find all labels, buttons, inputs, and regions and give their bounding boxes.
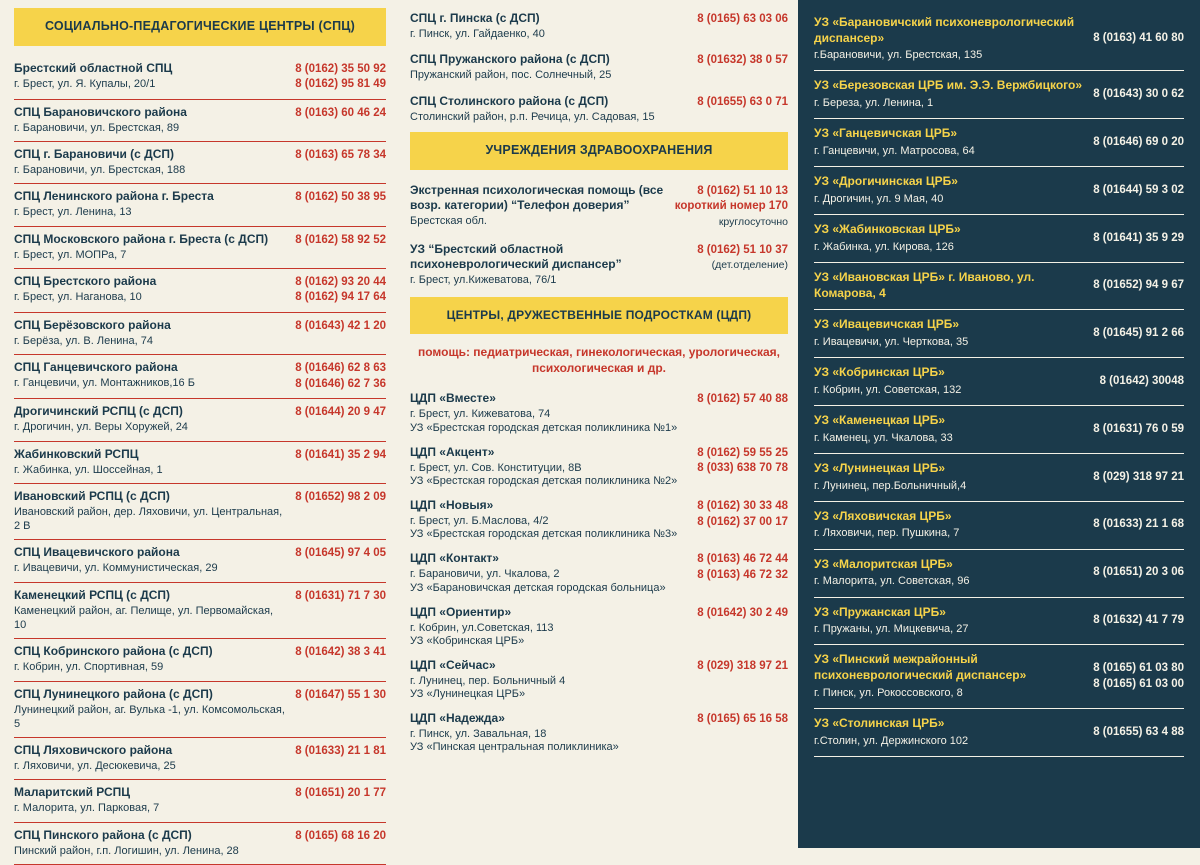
entry-phones[interactable] [1093,230,1184,247]
entry-address: г. Барановичи, ул. Брестская, 188 [14,163,186,176]
entry-name: УЗ «Пинский межрайонный психоневрологический диспансер» [814,652,1027,683]
entry-phones[interactable] [697,445,788,477]
entry-address: Пружанский район, пос. Солнечный, 25 [410,69,612,82]
entry-phones[interactable] [697,11,788,28]
entry-name: Дрогичинский РСПЦ (с ДСП) [14,404,183,419]
entry-address: г. Ивацевичи, ул. Коммунистическая, 29 [14,562,218,575]
entry-name: ЦДП «Контакт» [410,551,499,566]
entry-info [410,551,689,593]
phone-number[interactable]: 8 (0162) 94 17 64 [295,291,386,304]
phone-number[interactable]: 8 (0163) 46 72 44 [697,553,788,566]
entry-phones[interactable] [1093,134,1184,151]
entry-phones[interactable] [1093,564,1184,581]
contact-entry [14,442,386,484]
entry-name: Экстренная психологическая помощь (все возр. категории) “Телефон доверия” [410,182,664,212]
entry-address: г. Брест, ул. Сов. Конституции, 8В [410,461,582,474]
entry-name: УЗ «Ляховичская ЦРБ» [814,508,952,523]
entry-address: г. Брест, ул. Наганова, 10 [14,290,142,303]
entry-address: г. Каменец, ул. Чкалова, 33 [814,431,953,444]
entry-address: г. Пинск, ул. Гайдаенко, 40 [410,28,545,40]
entry-address: г.Столин, ул. Держинского 102 [814,734,969,747]
entry-info [14,61,287,91]
entry-name: УЗ «Ганцевичская ЦРБ» [814,126,958,141]
entry-name: УЗ «Ивановская ЦРБ» г. Иваново, ул. Комарова, 4 [814,270,1035,300]
entry-phones[interactable] [295,274,386,306]
phone-number[interactable]: 8 (01652) 98 2 09 [295,490,386,503]
entry-address: г. Жабинка, ул. Кирова, 126 [814,240,954,253]
cdp-list [410,388,788,761]
contact-entry [14,355,386,399]
entry-phones[interactable] [295,232,386,249]
phone-number[interactable]: 8 (01643) 42 1 20 [295,319,386,332]
entry-info [14,360,287,390]
contact-entry [14,484,386,541]
contact-entry [14,269,386,313]
entry-address: г.Барановичи, ул. Брестская, 135 [814,49,983,62]
entry-name: СПЦ Брестского района [14,273,157,288]
entry-info [14,489,287,534]
entry-name: УЗ «Барановичский психоневрологический диспансер» [814,15,1075,45]
contact-entry [814,310,1184,358]
contact-entry [410,8,788,49]
contact-entry [814,550,1184,598]
entry-name: УЗ “Брестский областной психоневрологический диспансер” [410,241,622,271]
entry-institution: УЗ «Барановичская детская городская больница» [410,581,666,594]
contact-entry [410,180,788,239]
entry-name: УЗ «Дрогичинская ЦРБ» [814,174,958,189]
entry-phones[interactable] [1100,373,1184,390]
contact-entry [814,598,1184,646]
contact-entry [410,239,788,297]
phone-number[interactable]: 8 (01646) 69 0 20 [1093,136,1184,149]
entry-info [410,183,667,228]
entry-phones[interactable] [1093,660,1184,692]
phone-number[interactable]: 8 (01645) 97 4 05 [295,547,386,560]
entry-phones[interactable] [1093,182,1184,199]
section-header-spc: СОЦИАЛЬНО-ПЕДАГОГИЧЕСКИЕ ЦЕНТРЫ (СПЦ) [14,8,386,46]
phone-number[interactable]: 8 (01646) 62 7 36 [295,377,386,390]
entry-info [814,174,1085,206]
entry-phones[interactable] [1093,516,1184,533]
entry-name: СПЦ г. Барановичи (с ДСП) [14,146,175,161]
entry-phones[interactable] [697,94,788,111]
entry-name: УЗ «Каменецкая ЦРБ» [814,413,946,428]
entry-name: УЗ «Ивацевичская ЦРБ» [814,317,960,332]
entry-info [410,658,689,700]
entry-phones[interactable] [295,360,386,392]
entry-name: ЦДП «Сейчас» [410,657,496,672]
entry-name: Жабинковский РСПЦ [14,446,139,461]
entry-address: г. Пинск, ул. Рокоссовского, 8 [814,686,963,699]
entry-name: Ивановский РСПЦ (с ДСП) [14,488,170,503]
phone-number[interactable]: 8 (01632) 38 0 57 [697,54,788,67]
phone-number[interactable]: 8 (0163) 41 60 80 [1093,32,1184,45]
entry-address: г. Брест, ул. Кижеватова, 74 [410,408,551,421]
phone-number[interactable]: 8 (0163) 60 46 24 [295,106,386,119]
entry-address: г. Брест, ул. Ленина, 13 [14,206,132,219]
contact-entry [410,495,788,548]
entry-info [14,318,287,348]
contact-entry [410,49,788,90]
entry-phones[interactable] [295,447,386,464]
contact-entry [14,56,386,100]
entry-name: СПЦ Барановичского района [14,104,187,119]
entry-address: г. Ляховичи, ул. Десюкевича, 25 [14,760,176,773]
entry-name: УЗ «Малоритская ЦРБ» [814,556,953,571]
entry-name: УЗ «Пружанская ЦРБ» [814,604,946,619]
entry-info [410,94,689,124]
entry-info [14,447,287,477]
phone-number[interactable]: 8 (0162) 95 81 49 [295,78,386,91]
phone-number[interactable]: 8 (01651) 20 3 06 [1093,566,1184,579]
entry-address: г. Дрогичин, ул. 9 Мая, 40 [814,192,944,205]
entry-info [14,147,287,177]
entry-address: г. Ляховичи, пер. Пушкина, 7 [814,527,960,540]
contact-entry [14,780,386,822]
section-header-health: УЧРЕЖДЕНИЯ ЗДРАВООХРАНЕНИЯ [410,132,788,170]
entry-phones[interactable] [697,498,788,530]
entry-address: г. Ганцевичи, ул. Монтажников,16 Б [14,377,195,390]
entry-info [14,687,287,732]
entry-info [410,391,689,433]
entry-phones[interactable] [295,105,386,122]
contact-entry [14,540,386,582]
entry-name: СПЦ Московского района г. Бреста (с ДСП) [14,231,269,246]
phone-number[interactable]: 8 (01652) 94 9 67 [1093,279,1184,292]
contact-entry [14,184,386,226]
entry-phones[interactable] [295,644,386,661]
phone-number[interactable]: 8 (01655) 63 4 88 [1093,725,1184,738]
entry-address: г. Кобрин, ул. Спортивная, 59 [14,661,164,674]
entry-info [410,498,689,540]
entry-phones[interactable] [295,785,386,802]
entry-name: СПЦ Ленинского района г. Бреста [14,189,214,204]
phone-number[interactable]: 8 (0162) 93 20 44 [295,275,386,288]
phone-number[interactable]: 8 (0165) 68 16 20 [295,829,386,842]
contact-entry [14,738,386,780]
entry-phones[interactable] [295,147,386,164]
entry-info [814,413,1085,445]
contact-entry [14,823,386,865]
entry-name: ЦДП «Ориентир» [410,604,512,619]
entry-name: СПЦ Берёзовского района [14,317,171,332]
entry-info [410,445,689,487]
contact-entry [814,215,1184,263]
contact-entry [410,548,788,601]
entry-phones[interactable] [1093,724,1184,741]
entry-phones[interactable] [675,183,788,229]
entry-name: СПЦ Ганцевичского района [14,360,178,375]
entry-name: Маларитский РСПЦ [14,785,131,800]
entry-phones[interactable] [697,605,788,622]
phone-number[interactable]: 8 (01655) 63 0 71 [697,95,788,108]
cdp-subheader: помощь: педиатрическая, гинекологическая, урологическая, психологическая и др. [417,345,781,376]
contact-entry [814,709,1184,757]
phone-number[interactable]: 8 (01647) 55 1 30 [295,688,386,701]
phone-number[interactable]: 8 (0165) 65 16 58 [697,713,788,726]
entry-phones[interactable] [697,658,788,675]
entry-name: СПЦ Пружанского района (с ДСП) [410,52,610,67]
entry-address: г. Малорита, ул. Парковая, 7 [14,802,160,815]
entry-phones[interactable] [1093,30,1184,47]
entry-phones[interactable] [697,551,788,583]
spc-tail-list [410,8,788,132]
entry-info [14,189,287,219]
entry-name: ЦДП «Вместе» [410,391,496,406]
entry-address: г. Кобрин, ул.Советская, 113 [410,621,554,634]
entry-phones[interactable] [1093,421,1184,438]
contact-entry [14,313,386,355]
entry-phones[interactable] [295,828,386,845]
entry-address: г. Барановичи, ул. Брестская, 89 [14,121,180,134]
entry-phones[interactable] [295,687,386,704]
section-header-cdp: ЦЕНТРЫ, ДРУЖЕСТВЕННЫЕ ПОДРОСТКАМ (ЦДП) [410,297,788,334]
contact-entry [814,8,1184,71]
entry-name: Брестский областной СПЦ [14,60,173,75]
contact-entry [14,682,386,739]
contact-entry [410,655,788,708]
entry-info [814,461,1085,493]
entry-name: СПЦ Пинского района (с ДСП) [14,827,192,842]
entry-info [410,11,689,41]
entry-info [814,317,1085,349]
entry-info [814,270,1085,301]
entry-address: г. Лунинец, пер.Больничный,4 [814,479,967,492]
entry-info [14,232,287,262]
contact-entry [14,639,386,681]
entry-name: УЗ «Кобринская ЦРБ» [814,365,945,380]
entry-address: Пинский район, г.п. Логишин, ул. Ленина, 28 [14,844,239,857]
phone-number[interactable]: 8 (0163) 46 72 32 [697,568,788,581]
entry-info [814,78,1085,110]
contact-entry [14,399,386,441]
entry-name: ЦДП «Акцент» [410,444,495,459]
phone-number[interactable]: 8 (029) 318 97 21 [697,659,788,672]
phone-number[interactable]: 8 (0162) 30 33 48 [697,499,788,512]
entry-info [14,644,287,674]
entry-info [14,545,287,575]
entry-address: г. Береза, ул. Ленина, 1 [814,97,934,110]
contact-entry [410,91,788,132]
column-health-institutions [798,0,1200,848]
entry-phones[interactable] [295,318,386,335]
phone-number[interactable]: 8 (0162) 37 00 17 [697,515,788,528]
entry-info [814,509,1085,541]
entry-name: ЦДП «Новыя» [410,497,494,512]
entry-address: г. Пружаны, ул. Мицкевича, 27 [814,623,969,636]
entry-address: Брестская обл. [410,214,487,227]
phone-number[interactable]: 8 (01642) 30 2 49 [697,606,788,619]
entry-name: Каменецкий РСПЦ (с ДСП) [14,587,171,602]
entry-info [814,716,1085,748]
entry-address: Столинский район, р.п. Речица, ул. Садовая, 15 [410,110,655,123]
phone-number[interactable]: 8 (033) 638 70 78 [697,462,788,475]
contact-entry [14,142,386,184]
phone-number[interactable]: 8 (0162) 59 55 25 [697,446,788,459]
entry-address: г. Малорита, ул. Советская, 96 [814,575,970,588]
entry-phones[interactable] [1093,612,1184,629]
contact-entry [410,442,788,495]
entry-info [410,711,689,753]
entry-phones[interactable] [295,545,386,562]
contact-entry [814,358,1184,406]
entry-phones[interactable] [295,404,386,421]
contact-entry [814,502,1184,550]
entry-info [814,222,1085,254]
entry-address: г. Барановичи, ул. Чкалова, 2 [410,568,560,581]
entry-name: УЗ «Столинская ЦРБ» [814,715,945,730]
phone-number[interactable]: 8 (01651) 20 1 77 [295,787,386,800]
contact-entry [814,119,1184,167]
contact-entry [14,583,386,640]
contact-entry [14,227,386,269]
phone-number[interactable]: 8 (0162) 58 92 52 [295,233,386,246]
entry-phones[interactable] [295,588,386,605]
entry-name: СПЦ Ивацевичского района [14,545,180,560]
entry-address: г. Брест, ул. МОПРа, 7 [14,248,127,261]
health-institutions-list [814,8,1184,757]
entry-address: г. Брест, ул. Я. Купалы, 20/1 [14,77,156,90]
contact-entry [410,388,788,441]
phone-number[interactable]: 8 (0162) 35 50 92 [295,62,386,75]
entry-phones[interactable] [295,743,386,760]
entry-name: СПЦ Ляховичского района [14,743,173,758]
phone-short-number: короткий номер 170 [674,200,788,213]
entry-name: УЗ «Лунинецкая ЦРБ» [814,460,946,475]
column-middle [400,0,798,848]
entry-address: г. Кобрин, ул. Советская, 132 [814,383,962,396]
entry-info [410,605,689,647]
entry-info [814,605,1085,637]
phone-number[interactable]: 8 (0163) 65 78 34 [295,148,386,161]
entry-info [14,785,287,815]
entry-phones[interactable] [295,61,386,93]
contact-entry [14,100,386,142]
entry-info [14,588,287,633]
phone-number[interactable]: 8 (01633) 21 1 68 [1093,518,1184,531]
entry-address: г. Брест, ул.Кижеватова, 76/1 [410,273,557,286]
entry-address: Ивановский район, дер. Ляховичи, ул. Центральная, 2 В [14,505,283,533]
entry-info [14,404,287,434]
phone-number[interactable]: 8 (01642) 30048 [1099,374,1184,387]
entry-name: УЗ «Березовская ЦРБ им. Э.Э. Вержбицкого» [814,78,1082,93]
entry-institution: УЗ «Лунинецкая ЦРБ» [410,688,526,701]
entry-info [814,652,1085,699]
entry-institution: УЗ «Брестская городская детская поликлиника №2» [410,474,678,487]
entry-info [410,52,689,82]
contact-entry [814,263,1184,310]
phone-number[interactable]: 8 (029) 318 97 21 [1093,470,1184,483]
entry-info [814,126,1085,158]
entry-phones[interactable] [1093,325,1184,342]
entry-address: г. Брест, ул. Б.Маслова, 4/2 [410,514,549,527]
entry-info [814,365,1092,397]
entry-info [14,105,287,135]
column-spc [0,0,400,857]
phone-number[interactable]: 8 (0162) 50 38 95 [295,191,386,204]
health-list [410,180,788,298]
contact-entry [814,406,1184,454]
phone-number[interactable]: 8 (01641) 35 9 29 [1093,231,1184,244]
entry-institution: УЗ «Кобринская ЦРБ» [410,634,525,647]
phone-number[interactable]: 8 (01632) 41 7 79 [1093,614,1184,627]
entry-phones[interactable] [697,242,788,273]
entry-name: УЗ «Жабинковская ЦРБ» [814,222,961,237]
entry-phones[interactable] [295,189,386,206]
entry-institution: УЗ «Брестская городская детская поликлиника №1» [410,421,678,434]
phone-number[interactable]: 8 (01643) 30 0 62 [1093,88,1184,101]
phone-number[interactable]: 8 (0165) 63 03 06 [697,13,788,25]
phone-number[interactable]: 8 (01644) 59 3 02 [1093,183,1184,196]
entry-info [14,274,287,304]
entry-name: СПЦ Лунинецкого района (с ДСП) [14,686,213,701]
entry-address: Каменецкий район, аг. Пелище, ул. Первомайская, 10 [14,604,274,631]
entry-name: ЦДП «Надежда» [410,711,505,726]
phone-number[interactable]: 8 (0162) 51 10 13 [697,184,788,197]
phone-number[interactable]: 8 (01645) 91 2 66 [1093,326,1184,339]
phone-number[interactable]: 8 (01641) 35 2 94 [295,448,386,461]
contact-entry [410,708,788,761]
phone-number[interactable]: 8 (0165) 61 03 00 [1093,677,1184,690]
phone-number[interactable]: 8 (0162) 51 10 37 [697,243,788,256]
contact-entry [410,602,788,655]
entry-address: г. Ивацевичи, ул. Черткова, 35 [814,335,969,348]
phone-number[interactable]: 8 (01633) 21 1 81 [295,745,386,758]
contact-entry [814,167,1184,215]
phone-note: круглосуточно [718,215,788,228]
entry-phones[interactable] [1093,277,1184,294]
entry-phones[interactable] [1093,86,1184,103]
entry-name: СПЦ Столинского района (с ДСП) [410,93,609,108]
entry-address: г. Ганцевичи, ул. Матросова, 64 [814,144,975,157]
entry-institution: УЗ «Брестская городская детская поликлиника №3» [410,528,678,541]
entry-phones[interactable] [697,391,788,408]
entry-institution: УЗ «Пинская центральная поликлиника» [410,741,619,754]
phone-number[interactable]: 8 (01642) 38 3 41 [295,646,386,659]
entry-address: Лунинецкий район, аг. Вулька -1, ул. Комсомольская, 5 [14,703,285,730]
entry-phones[interactable] [697,711,788,728]
entry-phones[interactable] [1093,469,1184,486]
entry-info [410,242,689,287]
entry-address: г. Пинск, ул. Завальная, 18 [410,728,547,741]
contact-entry [814,71,1184,119]
entry-address: г. Лунинец, пер. Больничный 4 [410,674,566,687]
contact-entry [814,454,1184,502]
entry-info [14,743,287,773]
entry-address: г. Дрогичин, ул. Веры Хоружей, 24 [14,421,188,434]
entry-phones[interactable] [295,489,386,506]
entry-phones[interactable] [697,52,788,69]
spc-list [14,56,386,865]
contact-entry [814,645,1184,708]
phone-number[interactable]: 8 (01644) 20 9 47 [295,406,386,419]
entry-info [814,15,1085,62]
phone-note: (дет.отделение) [711,259,788,272]
entry-info [14,828,287,858]
phone-number[interactable]: 8 (01631) 76 0 59 [1093,422,1184,435]
phone-number[interactable]: 8 (01646) 62 8 63 [295,362,386,375]
entry-address: г. Жабинка, ул. Шоссейная, 1 [14,463,163,476]
phone-number[interactable]: 8 (01631) 71 7 30 [295,589,386,602]
entry-name: СПЦ г. Пинска (с ДСП) [410,11,540,25]
entry-address: г. Берёза, ул. В. Ленина, 74 [14,334,153,347]
entry-info [814,557,1085,589]
entry-name: СПЦ Кобринского района (с ДСП) [14,644,213,659]
phone-number[interactable]: 8 (0165) 61 03 80 [1093,662,1184,675]
phone-number[interactable]: 8 (0162) 57 40 88 [697,393,788,406]
